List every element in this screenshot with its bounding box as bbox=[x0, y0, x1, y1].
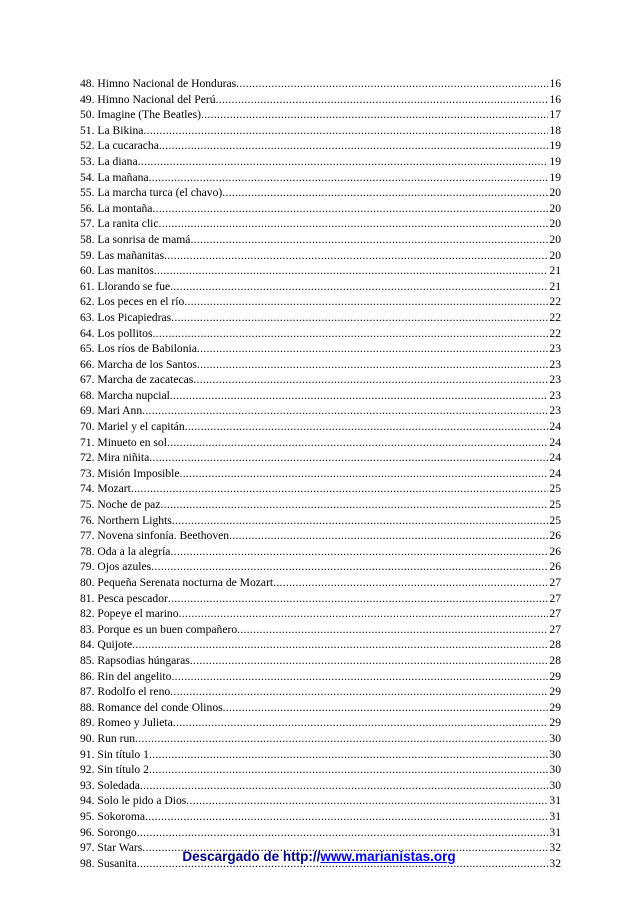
toc-entry-page: 31 bbox=[549, 825, 561, 839]
toc-entry[interactable] bbox=[80, 154, 561, 170]
toc-entry[interactable] bbox=[80, 544, 561, 560]
toc-entry[interactable] bbox=[80, 684, 561, 700]
toc-entry[interactable] bbox=[80, 92, 561, 108]
toc-entry-title: 56. La montaña bbox=[80, 201, 153, 215]
toc-entry-page: 25 bbox=[549, 498, 561, 512]
toc-entry-title: 67. Marcha de zacatecas bbox=[80, 373, 194, 387]
toc-dot-leader bbox=[159, 216, 549, 232]
toc-entry-page: 24 bbox=[549, 435, 561, 449]
toc-entry-page: 20 bbox=[549, 186, 561, 200]
toc-entry-title: 54. La mañana bbox=[80, 170, 149, 184]
toc-entry-page: 16 bbox=[549, 77, 561, 90]
toc-entry-page: 22 bbox=[549, 295, 561, 309]
toc-entry-title: 81. Pesca pescador bbox=[80, 591, 168, 605]
toc-entry-page: 31 bbox=[549, 809, 561, 823]
toc-entry-page: 21 bbox=[549, 264, 561, 278]
toc-entry-page: 17 bbox=[549, 108, 561, 122]
toc-entry-page: 18 bbox=[549, 123, 561, 137]
toc-entry[interactable] bbox=[80, 279, 561, 295]
toc-dot-leader bbox=[138, 154, 549, 170]
toc-entry[interactable] bbox=[80, 653, 561, 669]
toc-dot-leader bbox=[149, 762, 548, 778]
toc-entry-title: 77. Novena sinfonía. Beethoven bbox=[80, 529, 230, 543]
toc-entry[interactable] bbox=[80, 731, 561, 747]
toc-dot-leader bbox=[154, 263, 549, 279]
toc-entry-title: 75. Noche de paz bbox=[80, 498, 161, 512]
toc-entry-title: 83. Porque es un buen compañero bbox=[80, 622, 238, 636]
toc-entry-title: 84. Quijote bbox=[80, 638, 133, 652]
toc-entry[interactable] bbox=[80, 513, 561, 529]
toc-entry-title: 71. Minueto en sol bbox=[80, 435, 167, 449]
toc-entry-title: 52. La cucaracha bbox=[80, 139, 159, 153]
toc-entry-title: 49. Himno Nacional del Perú bbox=[80, 92, 216, 106]
toc-entry[interactable] bbox=[80, 248, 561, 264]
toc-dot-leader bbox=[170, 684, 548, 700]
toc-entry[interactable] bbox=[80, 419, 561, 435]
toc-entry-page: 29 bbox=[549, 700, 561, 714]
toc-entry[interactable] bbox=[80, 403, 561, 419]
toc-entry-title: 50. Imagine (The Beatles) bbox=[80, 108, 202, 122]
toc-entry-title: 60. Las manitos bbox=[80, 264, 154, 278]
toc-entry-title: 82. Popeye el marino bbox=[80, 607, 179, 621]
toc-dot-leader bbox=[190, 653, 549, 669]
toc-entry-page: 16 bbox=[549, 92, 561, 106]
toc-entry-page: 23 bbox=[549, 388, 561, 402]
toc-entry-page: 22 bbox=[549, 310, 561, 324]
toc-entry[interactable] bbox=[80, 123, 561, 139]
toc-dot-leader bbox=[201, 107, 548, 123]
toc-entry[interactable] bbox=[80, 747, 561, 763]
toc-entry-page: 23 bbox=[549, 342, 561, 356]
toc-entry-title: 66. Marcha de los Santos bbox=[80, 357, 197, 371]
toc-entry[interactable] bbox=[80, 216, 561, 232]
toc-dot-leader bbox=[197, 341, 549, 357]
toc-entry-title: 65. Los ríos de Babilonia bbox=[80, 342, 197, 356]
toc-entry-title: 96. Sorongo bbox=[80, 825, 137, 839]
table-of-contents bbox=[80, 76, 561, 871]
toc-entry-title: 92. Sin título 2 bbox=[80, 763, 149, 777]
toc-entry-page: 24 bbox=[549, 466, 561, 480]
footer-prefix: Descargado de http:// bbox=[182, 849, 321, 864]
toc-entry-title: 69. Mari Ann bbox=[80, 404, 143, 418]
toc-entry[interactable] bbox=[80, 669, 561, 685]
toc-entry-page: 20 bbox=[549, 217, 561, 231]
toc-dot-leader bbox=[190, 232, 548, 248]
toc-dot-leader bbox=[223, 700, 549, 716]
toc-dot-leader bbox=[236, 76, 548, 92]
toc-dot-leader bbox=[159, 138, 549, 154]
toc-entry-page: 30 bbox=[549, 778, 561, 792]
toc-entry-page: 31 bbox=[549, 794, 561, 808]
toc-entry-title: 64. Los pollitos bbox=[80, 326, 153, 340]
toc-entry[interactable] bbox=[80, 326, 561, 342]
toc-entry[interactable] bbox=[80, 622, 561, 638]
toc-entry-page: 23 bbox=[549, 404, 561, 418]
toc-entry-title: 51. La Bikina bbox=[80, 123, 144, 137]
toc-dot-leader bbox=[142, 403, 548, 419]
toc-entry-page: 30 bbox=[549, 763, 561, 777]
toc-dot-leader bbox=[170, 388, 549, 404]
toc-entry-title: 91. Sin título 1 bbox=[80, 747, 149, 761]
toc-entry-page: 29 bbox=[549, 716, 561, 730]
toc-entry-page: 23 bbox=[549, 357, 561, 371]
toc-entry-title: 80. Pequeña Serenata nocturna de Mozart bbox=[80, 576, 274, 589]
toc-entry-title: 58. La sonrisa de mamá bbox=[80, 232, 191, 246]
toc-dot-leader bbox=[197, 357, 549, 373]
toc-dot-leader bbox=[152, 201, 548, 217]
toc-entry-page: 26 bbox=[549, 544, 561, 558]
toc-entry[interactable] bbox=[80, 107, 561, 123]
toc-entry-title: 89. Romeo y Julieta bbox=[80, 716, 173, 730]
toc-entry-page: 27 bbox=[549, 576, 561, 589]
toc-entry-page: 25 bbox=[549, 513, 561, 527]
toc-dot-leader bbox=[145, 809, 548, 825]
toc-dot-leader bbox=[222, 185, 548, 201]
toc-entry-page: 29 bbox=[549, 685, 561, 699]
toc-entry-title: 93. Soledada bbox=[80, 778, 140, 792]
toc-entry[interactable] bbox=[80, 762, 561, 778]
toc-entry-page: 29 bbox=[549, 669, 561, 683]
toc-entry[interactable] bbox=[80, 793, 561, 809]
toc-entry-page: 28 bbox=[549, 653, 561, 667]
toc-entry[interactable] bbox=[80, 778, 561, 794]
toc-dot-leader bbox=[185, 419, 549, 435]
toc-entry[interactable] bbox=[80, 497, 561, 513]
toc-entry[interactable] bbox=[80, 591, 561, 607]
toc-entry-title: 59. Las mañanitas bbox=[80, 248, 165, 262]
toc-entry-title: 97. Star Wars bbox=[80, 841, 143, 855]
toc-entry-title: 70. Mariel y el capitán bbox=[80, 420, 185, 434]
toc-entry-page: 26 bbox=[549, 529, 561, 543]
toc-dot-leader bbox=[132, 637, 548, 653]
toc-entry[interactable] bbox=[80, 450, 561, 466]
toc-dot-leader bbox=[135, 731, 548, 747]
toc-entry[interactable] bbox=[80, 310, 561, 326]
toc-dot-leader bbox=[216, 92, 549, 108]
toc-dot-leader bbox=[179, 606, 549, 622]
footer bbox=[0, 849, 638, 864]
toc-entry-title: 79. Ojos azules bbox=[80, 560, 152, 574]
toc-entry[interactable] bbox=[80, 466, 561, 482]
toc-entry[interactable] bbox=[80, 138, 561, 154]
toc-entry[interactable] bbox=[80, 341, 561, 357]
toc-entry-title: 85. Rapsodias húngaras bbox=[80, 653, 190, 667]
toc-dot-leader bbox=[229, 528, 548, 544]
toc-entry-title: 98. Susanita bbox=[80, 856, 137, 870]
toc-dot-leader bbox=[152, 326, 548, 342]
toc-entry[interactable] bbox=[80, 715, 561, 731]
toc-entry-title: 88. Romance del conde Olinos bbox=[80, 700, 223, 714]
toc-entry-page: 21 bbox=[549, 279, 561, 293]
toc-entry-title: 63. Los Picapiedras bbox=[80, 310, 172, 324]
toc-entry-page: 30 bbox=[549, 747, 561, 761]
toc-entry-page: 27 bbox=[549, 622, 561, 636]
toc-entry-page: 20 bbox=[549, 232, 561, 246]
toc-entry-title: 73. Misión Imposible bbox=[80, 466, 180, 480]
toc-entry[interactable] bbox=[80, 606, 561, 622]
toc-entry-title: 90. Run run bbox=[80, 731, 136, 745]
toc-entry[interactable] bbox=[80, 357, 561, 373]
toc-entry-page: 24 bbox=[549, 451, 561, 465]
toc-entry[interactable] bbox=[80, 575, 561, 591]
toc-dot-leader bbox=[184, 294, 548, 310]
toc-entry[interactable] bbox=[80, 201, 561, 217]
toc-entry-page: 28 bbox=[549, 638, 561, 652]
toc-entry-page: 27 bbox=[549, 607, 561, 621]
toc-dot-leader bbox=[168, 591, 549, 607]
toc-entry-title: 76. Northern Lights bbox=[80, 513, 172, 527]
toc-entry-page: 26 bbox=[549, 560, 561, 574]
toc-dot-leader bbox=[140, 778, 549, 794]
toc-dot-leader bbox=[186, 793, 548, 809]
toc-entry-page: 32 bbox=[549, 841, 561, 855]
toc-entry[interactable] bbox=[80, 232, 561, 248]
toc-dot-leader bbox=[171, 310, 548, 326]
toc-dot-leader bbox=[149, 450, 548, 466]
toc-dot-leader bbox=[131, 481, 549, 497]
toc-entry-title: 62. Los peces en el río bbox=[80, 295, 185, 309]
toc-entry[interactable] bbox=[80, 559, 561, 575]
toc-entry-title: 48. Himno Nacional de Honduras bbox=[80, 77, 237, 90]
toc-entry[interactable] bbox=[80, 170, 561, 186]
toc-dot-leader bbox=[167, 435, 548, 451]
toc-entry-title: 95. Sokoroma bbox=[80, 809, 146, 823]
toc-dot-leader bbox=[180, 466, 549, 482]
toc-entry-page: 24 bbox=[549, 420, 561, 434]
toc-entry-page: 20 bbox=[549, 201, 561, 215]
toc-dot-leader bbox=[160, 497, 548, 513]
toc-entry-title: 74. Mozart bbox=[80, 482, 131, 496]
toc-entry-page: 30 bbox=[549, 731, 561, 745]
toc-entry-title: 68. Marcha nupcial bbox=[80, 388, 170, 402]
toc-dot-leader bbox=[137, 825, 549, 841]
toc-entry-title: 72. Mira niñita bbox=[80, 451, 150, 465]
toc-entry-title: 57. La ranita clic bbox=[80, 217, 159, 231]
toc-dot-leader bbox=[170, 544, 548, 560]
toc-entry[interactable] bbox=[80, 263, 561, 279]
toc-entry[interactable] bbox=[80, 294, 561, 310]
toc-entry-page: 19 bbox=[549, 170, 561, 184]
toc-entry-page: 27 bbox=[549, 591, 561, 605]
toc-entry-title: 55. La marcha turca (el chavo) bbox=[80, 186, 223, 200]
toc-entry-page: 19 bbox=[549, 154, 561, 168]
toc-entry[interactable] bbox=[80, 481, 561, 497]
toc-entry-page: 20 bbox=[549, 248, 561, 262]
toc-entry[interactable] bbox=[80, 528, 561, 544]
toc-dot-leader bbox=[149, 747, 548, 763]
toc-entry[interactable] bbox=[80, 700, 561, 716]
toc-dot-leader bbox=[173, 715, 549, 731]
toc-dot-leader bbox=[172, 513, 549, 529]
toc-entry-page: 32 bbox=[549, 856, 561, 870]
toc-dot-leader bbox=[143, 123, 548, 139]
toc-entry-title: 53. La diana bbox=[80, 154, 138, 168]
toc-entry-page: 19 bbox=[549, 139, 561, 153]
toc-entry[interactable] bbox=[80, 76, 561, 92]
toc-entry-page: 23 bbox=[549, 373, 561, 387]
toc-entry-title: 87. Rodolfo el reno bbox=[80, 685, 171, 699]
toc-dot-leader bbox=[237, 622, 548, 638]
toc-entry-title: 86. Rin del angelito bbox=[80, 669, 172, 683]
toc-dot-leader bbox=[193, 372, 548, 388]
toc-dot-leader bbox=[273, 575, 548, 591]
toc-dot-leader bbox=[170, 279, 548, 295]
toc-entry-title: 61. Llorando se fue bbox=[80, 279, 171, 293]
toc-dot-leader bbox=[164, 248, 548, 264]
toc-entry-title: 78. Oda a la alegría bbox=[80, 544, 171, 558]
footer-link[interactable]: www.marianistas.org bbox=[320, 849, 456, 864]
toc-dot-leader bbox=[151, 559, 548, 575]
toc-entry[interactable] bbox=[80, 809, 561, 825]
toc-entry[interactable] bbox=[80, 388, 561, 404]
toc-entry[interactable] bbox=[80, 825, 561, 841]
toc-entry-title: 94. Solo le pido a Dios bbox=[80, 794, 187, 808]
toc-entry[interactable] bbox=[80, 435, 561, 451]
toc-entry-page: 22 bbox=[549, 326, 561, 340]
toc-entry[interactable] bbox=[80, 185, 561, 201]
toc-dot-leader bbox=[149, 170, 549, 186]
toc-entry[interactable] bbox=[80, 637, 561, 653]
toc-dot-leader bbox=[171, 669, 548, 685]
toc-entry-page: 25 bbox=[549, 482, 561, 496]
toc-entry[interactable] bbox=[80, 372, 561, 388]
